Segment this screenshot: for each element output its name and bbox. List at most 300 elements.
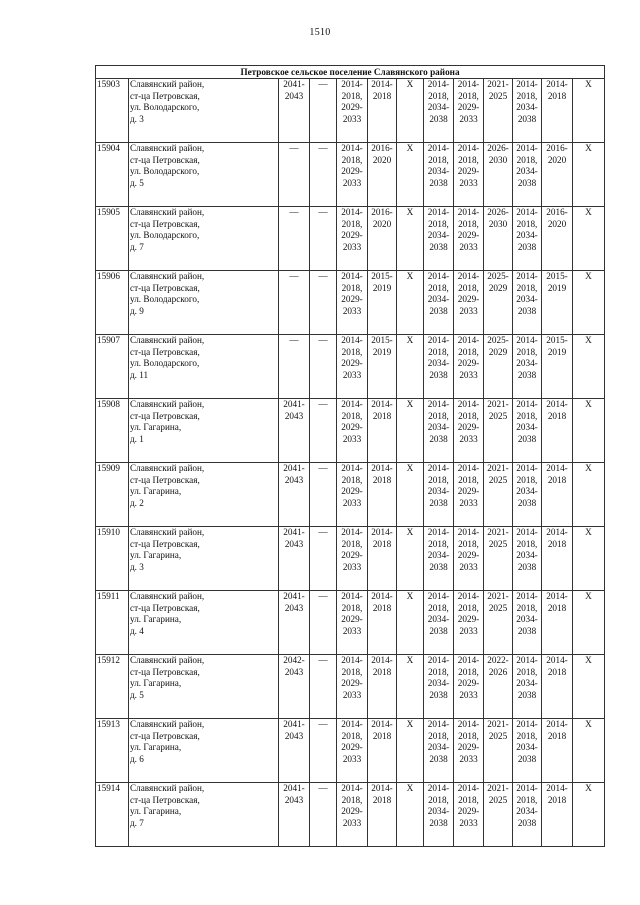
period-col-4 [368, 719, 397, 783]
cell-line: 2018, [458, 474, 479, 485]
period-col-2 [310, 591, 337, 655]
cell-line: 2029 [488, 346, 508, 357]
cell-line: 2041- [283, 79, 305, 89]
cell-line: 2014- [371, 591, 393, 601]
cell-line: 2033 [342, 625, 362, 636]
period-col-6 [424, 271, 454, 335]
cell-line: 2014- [427, 143, 450, 153]
period-col-11 [573, 463, 605, 527]
cell-line: 2018, [428, 474, 449, 485]
period-col-7 [454, 143, 484, 207]
cell-line: 2029- [457, 422, 480, 433]
period-col-10 [542, 463, 573, 527]
cell-line: X [406, 399, 414, 409]
cell-line: 2038 [517, 241, 537, 252]
cell-line: 2025 [488, 90, 508, 101]
cell-line: 2014- [371, 399, 393, 409]
address-line: Славянский район, [130, 591, 205, 601]
address-line: ул. Гагарина, [130, 486, 182, 497]
period-col-1 [279, 335, 310, 399]
cell-line: 2038 [517, 177, 537, 188]
cell-line: 2020 [547, 218, 567, 229]
address-line: ст-ца Петровская, [130, 474, 200, 485]
cell-line: 2034- [427, 614, 450, 625]
cell-line: X [585, 207, 592, 217]
cell-line: 2019 [372, 346, 392, 357]
cell-line: 2018 [547, 794, 567, 805]
cell-line: 2018 [372, 474, 392, 485]
period-col-11 [573, 271, 605, 335]
address-line: д. 6 [130, 753, 144, 764]
period-col-2 [310, 271, 337, 335]
period-col-8 [484, 271, 513, 335]
cell-line: 2025 [488, 730, 508, 741]
table-row [96, 655, 605, 719]
address-cell [129, 719, 279, 783]
period-col-9 [513, 79, 542, 143]
period-col-10 [542, 271, 573, 335]
cell-line: 2034- [427, 166, 450, 177]
section-title: Петровское сельское поселение Славянского района [96, 66, 605, 79]
cell-line: 2022- [487, 655, 509, 665]
cell-line: X [585, 335, 592, 345]
cell-line: 2014- [457, 783, 480, 793]
period-col-4 [368, 399, 397, 463]
period-col-9 [513, 143, 542, 207]
cell-line: 2018, [458, 282, 479, 293]
cell-line: 2029- [341, 550, 363, 561]
cell-line: 2034- [427, 486, 450, 497]
cell-line: — [318, 527, 328, 537]
cell-line: 2018, [341, 218, 363, 229]
cell-line: 2018, [341, 602, 363, 613]
cell-line: 2018, [516, 730, 538, 741]
cell-line: 2016- [546, 207, 568, 217]
table-row [96, 207, 605, 271]
period-col-7 [454, 207, 484, 271]
period-col-7 [454, 527, 484, 591]
cell-line: 2038 [429, 177, 448, 188]
cell-line: 2033 [459, 817, 478, 828]
cell-line: 2043 [284, 90, 304, 101]
table-row [96, 783, 605, 847]
cell-line: 2016- [546, 143, 568, 153]
period-col-6 [424, 207, 454, 271]
period-col-5 [397, 527, 424, 591]
cell-line: 2034- [427, 806, 450, 817]
cell-line: 2018 [372, 410, 392, 421]
cell-line: 2018, [341, 474, 363, 485]
cell-line: 2014- [341, 335, 363, 345]
cell-line: 2038 [429, 433, 448, 444]
cell-line: — [318, 399, 328, 409]
cell-line: 2018 [547, 730, 567, 741]
cell-line: 2018 [547, 602, 567, 613]
cell-line: X [585, 143, 592, 153]
period-col-5 [397, 79, 424, 143]
period-col-9 [513, 527, 542, 591]
cell-line: 2014- [457, 79, 480, 89]
cell-line: 2029- [341, 166, 363, 177]
address-line: ст-ца Петровская, [130, 410, 200, 421]
row-number: 15911 [96, 591, 129, 655]
period-col-3 [337, 79, 368, 143]
period-col-11 [573, 719, 605, 783]
cell-line: X [585, 399, 592, 409]
cell-line: 2033 [342, 241, 362, 252]
cell-line: 2014- [457, 271, 480, 281]
cell-line: 2015- [546, 271, 568, 281]
cell-line: X [585, 79, 592, 89]
cell-line: 2041- [283, 719, 305, 729]
cell-line: 2026- [487, 143, 509, 153]
period-col-9 [513, 399, 542, 463]
cell-line: X [585, 463, 592, 473]
period-col-8 [484, 79, 513, 143]
address-cell [129, 527, 279, 591]
period-col-2 [310, 143, 337, 207]
cell-line: 2014- [341, 655, 363, 665]
cell-line: 2020 [547, 154, 567, 165]
cell-line: 2018, [341, 282, 363, 293]
cell-line: 2021- [487, 527, 509, 537]
address-line: ул. Гагарина, [130, 742, 182, 753]
cell-line: 2033 [342, 177, 362, 188]
cell-line: 2018, [341, 538, 363, 549]
cell-line: 2034- [516, 294, 538, 305]
table-row [96, 143, 605, 207]
cell-line: 2034- [516, 422, 538, 433]
period-col-3 [337, 143, 368, 207]
address-cell [129, 79, 279, 143]
period-col-4 [368, 527, 397, 591]
period-col-9 [513, 719, 542, 783]
period-col-3 [337, 783, 368, 847]
cell-line: 2014- [516, 655, 538, 665]
period-col-10 [542, 591, 573, 655]
row-number: 15910 [96, 527, 129, 591]
period-col-9 [513, 591, 542, 655]
period-col-10 [542, 335, 573, 399]
cell-line: 2014- [371, 655, 393, 665]
address-line: ул. Гагарина, [130, 806, 182, 817]
cell-line: 2038 [429, 817, 448, 828]
period-col-4 [368, 271, 397, 335]
period-col-1 [279, 399, 310, 463]
row-number: 15906 [96, 271, 129, 335]
cell-line: 2029- [341, 230, 363, 241]
period-col-11 [573, 655, 605, 719]
cell-line: 2018, [428, 346, 449, 357]
cell-line: 2014- [341, 143, 363, 153]
period-col-9 [513, 271, 542, 335]
address-line: д. 3 [130, 113, 144, 124]
cell-line: 2014- [341, 207, 363, 217]
cell-line: 2043 [284, 602, 304, 613]
cell-line: 2018, [458, 90, 479, 101]
period-col-1 [279, 591, 310, 655]
table-row [96, 271, 605, 335]
cell-line: 2021- [487, 783, 509, 793]
period-col-8 [484, 719, 513, 783]
cell-line: 2018 [547, 666, 567, 677]
address-cell [129, 591, 279, 655]
cell-line: X [585, 655, 592, 665]
cell-line: 2043 [284, 410, 304, 421]
cell-line: 2029- [341, 806, 363, 817]
period-col-4 [368, 335, 397, 399]
cell-line: 2014- [427, 463, 450, 473]
period-col-2 [310, 655, 337, 719]
cell-line: X [406, 591, 414, 601]
address-line: Славянский район, [130, 79, 205, 89]
cell-line: 2034- [427, 678, 450, 689]
address-line: д. 7 [130, 241, 144, 252]
period-col-6 [424, 79, 454, 143]
cell-line: 2029- [457, 166, 480, 177]
cell-line: 2014- [371, 79, 393, 89]
cell-line: X [406, 783, 414, 793]
period-col-7 [454, 335, 484, 399]
period-col-4 [368, 655, 397, 719]
cell-line: 2014- [457, 399, 480, 409]
cell-line: 2018 [372, 666, 392, 677]
address-line: ст-ца Петровская, [130, 282, 200, 293]
period-col-1 [279, 143, 310, 207]
cell-line: 2018, [428, 730, 449, 741]
cell-line: 2014- [341, 271, 363, 281]
cell-line: 2025- [487, 271, 509, 281]
cell-line: 2016- [371, 207, 393, 217]
table-row [96, 591, 605, 655]
period-col-4 [368, 79, 397, 143]
period-col-1 [279, 655, 310, 719]
cell-line: 2043 [284, 730, 304, 741]
period-col-1 [279, 783, 310, 847]
period-col-1 [279, 527, 310, 591]
cell-line: 2034- [427, 294, 450, 305]
cell-line: 2018, [341, 410, 363, 421]
period-col-6 [424, 783, 454, 847]
cell-line: 2014- [427, 655, 450, 665]
cell-line: 2014- [371, 719, 393, 729]
cell-line: — [318, 655, 328, 665]
address-line: ст-ца Петровская, [130, 218, 200, 229]
cell-line: 2033 [342, 305, 362, 316]
cell-line: 2033 [459, 433, 478, 444]
period-col-3 [337, 399, 368, 463]
period-col-5 [397, 463, 424, 527]
period-col-5 [397, 719, 424, 783]
cell-line: 2014- [341, 463, 363, 473]
cell-line: — [318, 79, 328, 89]
cell-line: 2018, [458, 602, 479, 613]
cell-line: 2018 [372, 794, 392, 805]
address-line: ул. Володарского, [130, 230, 200, 241]
period-col-8 [484, 207, 513, 271]
cell-line: 2014- [457, 719, 480, 729]
address-line: Славянский район, [130, 463, 205, 473]
period-col-9 [513, 463, 542, 527]
cell-line: 2018, [458, 666, 479, 677]
period-col-10 [542, 655, 573, 719]
cell-line: 2029- [341, 614, 363, 625]
address-line: д. 5 [130, 689, 144, 700]
period-col-7 [454, 591, 484, 655]
period-col-9 [513, 207, 542, 271]
cell-line: 2018, [341, 666, 363, 677]
cell-line: 2041- [283, 463, 305, 473]
cell-line: 2038 [517, 369, 537, 380]
period-col-6 [424, 463, 454, 527]
cell-line: X [585, 719, 592, 729]
cell-line: 2029- [457, 678, 480, 689]
cell-line: 2014- [457, 591, 480, 601]
cell-line: 2034- [516, 678, 538, 689]
period-col-1 [279, 79, 310, 143]
period-col-6 [424, 591, 454, 655]
address-line: д. 2 [130, 497, 144, 508]
cell-line: 2018, [458, 346, 479, 357]
cell-line: 2038 [517, 625, 537, 636]
cell-line: 2014- [427, 783, 450, 793]
address-line: ул. Гагарина, [130, 550, 182, 561]
cell-line: 2018, [516, 154, 538, 165]
address-line: Славянский район, [130, 719, 205, 729]
cell-line: 2033 [459, 177, 478, 188]
cell-line: 2043 [284, 666, 304, 677]
address-line: ст-ца Петровская, [130, 346, 200, 357]
period-col-6 [424, 527, 454, 591]
table-row [96, 719, 605, 783]
cell-line: 2018, [516, 602, 538, 613]
cell-line: 2018, [516, 794, 538, 805]
period-col-5 [397, 783, 424, 847]
period-col-1 [279, 463, 310, 527]
cell-line: 2014- [457, 463, 480, 473]
cell-line: 2038 [429, 753, 448, 764]
cell-line: 2018, [428, 602, 449, 613]
cell-line: 2033 [342, 433, 362, 444]
cell-line: 2029- [457, 614, 480, 625]
period-col-8 [484, 399, 513, 463]
address-cell [129, 399, 279, 463]
cell-line: — [318, 207, 328, 217]
period-col-10 [542, 527, 573, 591]
cell-line: 2014- [427, 335, 450, 345]
cell-line: 2038 [429, 113, 448, 124]
cell-line: 2021- [487, 399, 509, 409]
cell-line: X [585, 527, 592, 537]
cell-line: — [318, 463, 328, 473]
cell-line: 2014- [427, 719, 450, 729]
cell-line: 2029- [457, 294, 480, 305]
period-col-5 [397, 655, 424, 719]
row-number: 15905 [96, 207, 129, 271]
period-col-6 [424, 399, 454, 463]
address-line: д. 11 [130, 369, 149, 380]
cell-line: 2030 [488, 218, 508, 229]
cell-line: X [406, 655, 414, 665]
cell-line: 2015- [546, 335, 568, 345]
cell-line: 2034- [427, 230, 450, 241]
period-col-3 [337, 335, 368, 399]
cell-line: 2038 [517, 305, 537, 316]
cell-line: 2033 [342, 753, 362, 764]
period-col-10 [542, 143, 573, 207]
cell-line: 2033 [459, 625, 478, 636]
cell-line: 2033 [459, 561, 478, 572]
cell-line: 2038 [517, 817, 537, 828]
cell-line: 2018, [341, 346, 363, 357]
period-col-7 [454, 719, 484, 783]
cell-line: 2025 [488, 794, 508, 805]
period-col-4 [368, 783, 397, 847]
cell-line: 2029- [341, 358, 363, 369]
cell-line: 2033 [342, 113, 362, 124]
period-col-2 [310, 463, 337, 527]
cell-line: 2038 [517, 753, 537, 764]
period-col-4 [368, 463, 397, 527]
cell-line: 2020 [372, 154, 392, 165]
cell-line: 2025 [488, 602, 508, 613]
cell-line: 2014- [546, 527, 568, 537]
cell-line: X [406, 207, 414, 217]
period-col-11 [573, 335, 605, 399]
cell-line: — [318, 783, 328, 793]
cell-line: 2018, [341, 154, 363, 165]
cell-line: 2014- [341, 79, 363, 89]
address-line: д. 5 [130, 177, 144, 188]
cell-line: 2041- [283, 399, 305, 409]
cell-line: 2030 [488, 154, 508, 165]
period-col-11 [573, 79, 605, 143]
period-col-11 [573, 783, 605, 847]
cell-line: 2029- [341, 486, 363, 497]
cell-line: 2033 [342, 561, 362, 572]
cell-line: 2033 [342, 817, 362, 828]
address-cell [129, 783, 279, 847]
cell-line: 2018 [372, 90, 392, 101]
period-col-6 [424, 143, 454, 207]
address-line: ул. Гагарина, [130, 614, 182, 625]
row-number: 15913 [96, 719, 129, 783]
cell-line: 2018, [428, 218, 449, 229]
address-line: ст-ца Петровская, [130, 666, 200, 677]
cell-line: 2014- [457, 207, 480, 217]
period-col-5 [397, 335, 424, 399]
cell-line: 2014- [516, 591, 538, 601]
cell-line: 2034- [516, 486, 538, 497]
row-number: 15914 [96, 783, 129, 847]
cell-line: 2014- [516, 335, 538, 345]
cell-line: 2014- [516, 207, 538, 217]
cell-line: 2041- [283, 591, 305, 601]
cell-line: — [289, 207, 299, 217]
period-col-8 [484, 655, 513, 719]
period-col-3 [337, 655, 368, 719]
cell-line: 2018, [428, 154, 449, 165]
address-cell [129, 207, 279, 271]
period-col-11 [573, 591, 605, 655]
period-col-11 [573, 399, 605, 463]
cell-line: 2034- [427, 742, 450, 753]
table-row [96, 79, 605, 143]
address-line: Славянский район, [130, 271, 205, 281]
row-number: 15904 [96, 143, 129, 207]
cell-line: X [406, 271, 414, 281]
cell-line: 2018, [428, 794, 449, 805]
